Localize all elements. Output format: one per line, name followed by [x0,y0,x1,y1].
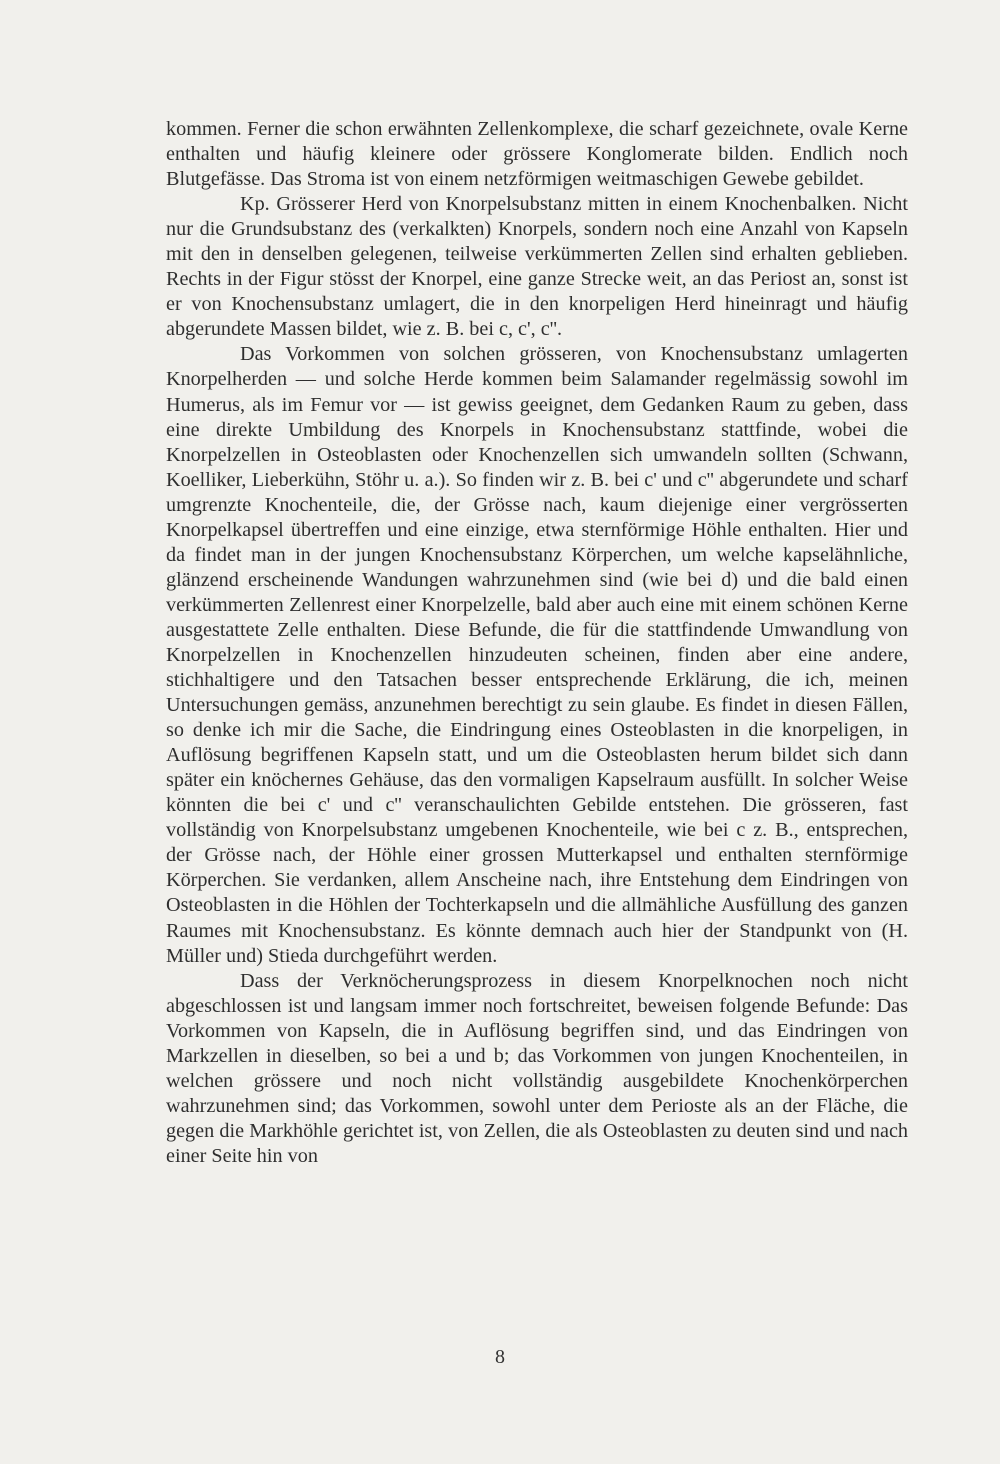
paragraph-3: Das Vorkommen von solchen grösseren, von Knochensubstanz umlagerten Knorpelherden — und solche Herde kommen beim Salamander regelmässig sowohl im Humerus, als im Femur vor — ist gewiss geeignet, dem Gedanken Raum zu geben, dass eine direkte Umbildung des Knorpels in Knochensubstanz stattfinde, wobei die Knorpelzellen in Osteoblasten oder Knochenzellen sich umwandeln sollten (Schwann, Koelliker, Lieberkühn, Stöhr u. a.). So finden wir z. B. bei c' und c'' abgerundete und scharf umgrenzte Knochenteile, die, der Grösse nach, kaum diejenige einer vergrösserten Knorpelkapsel übertreffen und eine einzige, etwa sternförmige Höhle enthalten. Hier und da findet man in der jungen Knochensubstanz Körperchen, um welche kapselähnliche, glänzend erscheinende Wandungen wahrzunehmen sind (wie bei d) und die bald einen verkümmerten Zellenrest einer Knorpelzelle, bald aber auch eine mit einem schönen Kerne ausgestattete Zelle enthalten. Diese Befunde, die für die stattfindende Umwandlung von Knorpelzellen in Knochenzellen hinzudeuten scheinen, finden aber eine andere, stichhaltigere und den Tatsachen besser entsprechende Erklärung, die ich, meinen Untersuchungen gemäss, anzunehmen berechtigt zu sein glaube. Es findet in diesen Fällen, so denke ich mir die Sache, die Eindringung eines Osteoblasten in die knorpeligen, in Auflösung begriffenen Kapseln statt, und um die Osteoblasten herum bildet sich dann später ein knöchernes Gehäuse, das den vormaligen Kapselraum ausfüllt. In solcher Weise könnten die bei c' und c'' veranschaulichten Gebilde entstehen. Die grösseren, fast vollständig von Knorpelsubstanz umgebenen Knochenteile, wie bei c z. B., entsprechen, der Grösse nach, der Höhle einer grossen Mutterkapsel und enthalten sternförmige Körperchen. Sie verdanken, allem Anscheine nach, ihre Entstehung dem Eindringen von Osteoblasten in die Höhlen der Tochterkapseln und die allmähliche Ausfüllung des ganzen Raumes mit Knochensubstanz. Es könnte demnach auch hier der Standpunkt von (H. Müller und) Stieda durchgeführt werden. [166,343,908,967]
paragraph-1: kommen. Ferner die schon erwähnten Zellenkomplexe, die scharf gezeichnete, ovale Kerne enthalten und häufig kleinere oder grössere Konglomerate bilden. Endlich noch Blutgefässe. Das Stroma ist von einem netzförmigen weitmaschigen Gewebe gebildet. [166,118,908,191]
paragraph-4: Dass der Verknöcherungsprozess in diesem Knorpelknochen noch nicht abgeschlossen ist und langsam immer noch fortschreitet, beweisen folgende Befunde: Das Vorkommen von Kapseln, die in Auflösung begriffen sind, und das Eindringen von Markzellen in dieselben, so bei a und b; das Vorkommen von jungen Knochenteilen, in welchen grössere und noch nicht vollständig ausgebildete Knochenkörperchen wahrzunehmen sind; das Vorkommen, sowohl unter dem Perioste als an der Fläche, die gegen die Markhöhle gerichtet ist, von Zellen, die als Osteoblasten zu deuten sind und nach einer Seite hin von [166,969,908,1167]
paragraph-2-kp: Kp. Grösserer Herd von Knorpelsubstanz mitten in einem Knochenbalken. Nicht nur die Grundsubstanz des (verkalkten) Knorpels, sondern noch eine Anzahl von Kapseln mit den in denselben gelegenen, teilweise verkümmerten Zellen sind erhalten geblieben. Rechts in der Figur stösst der Knorpel, eine ganze Strecke weit, an das Periost an, sonst ist er von Knochensubstanz umlagert, die in den knorpeligen Herd hineinragt und häufig abgerundete Massen bildet, wie z. B. bei c, c', c''. [166,193,908,341]
page-number: 8 [495,1346,505,1368]
page-body [166,117,908,1169]
